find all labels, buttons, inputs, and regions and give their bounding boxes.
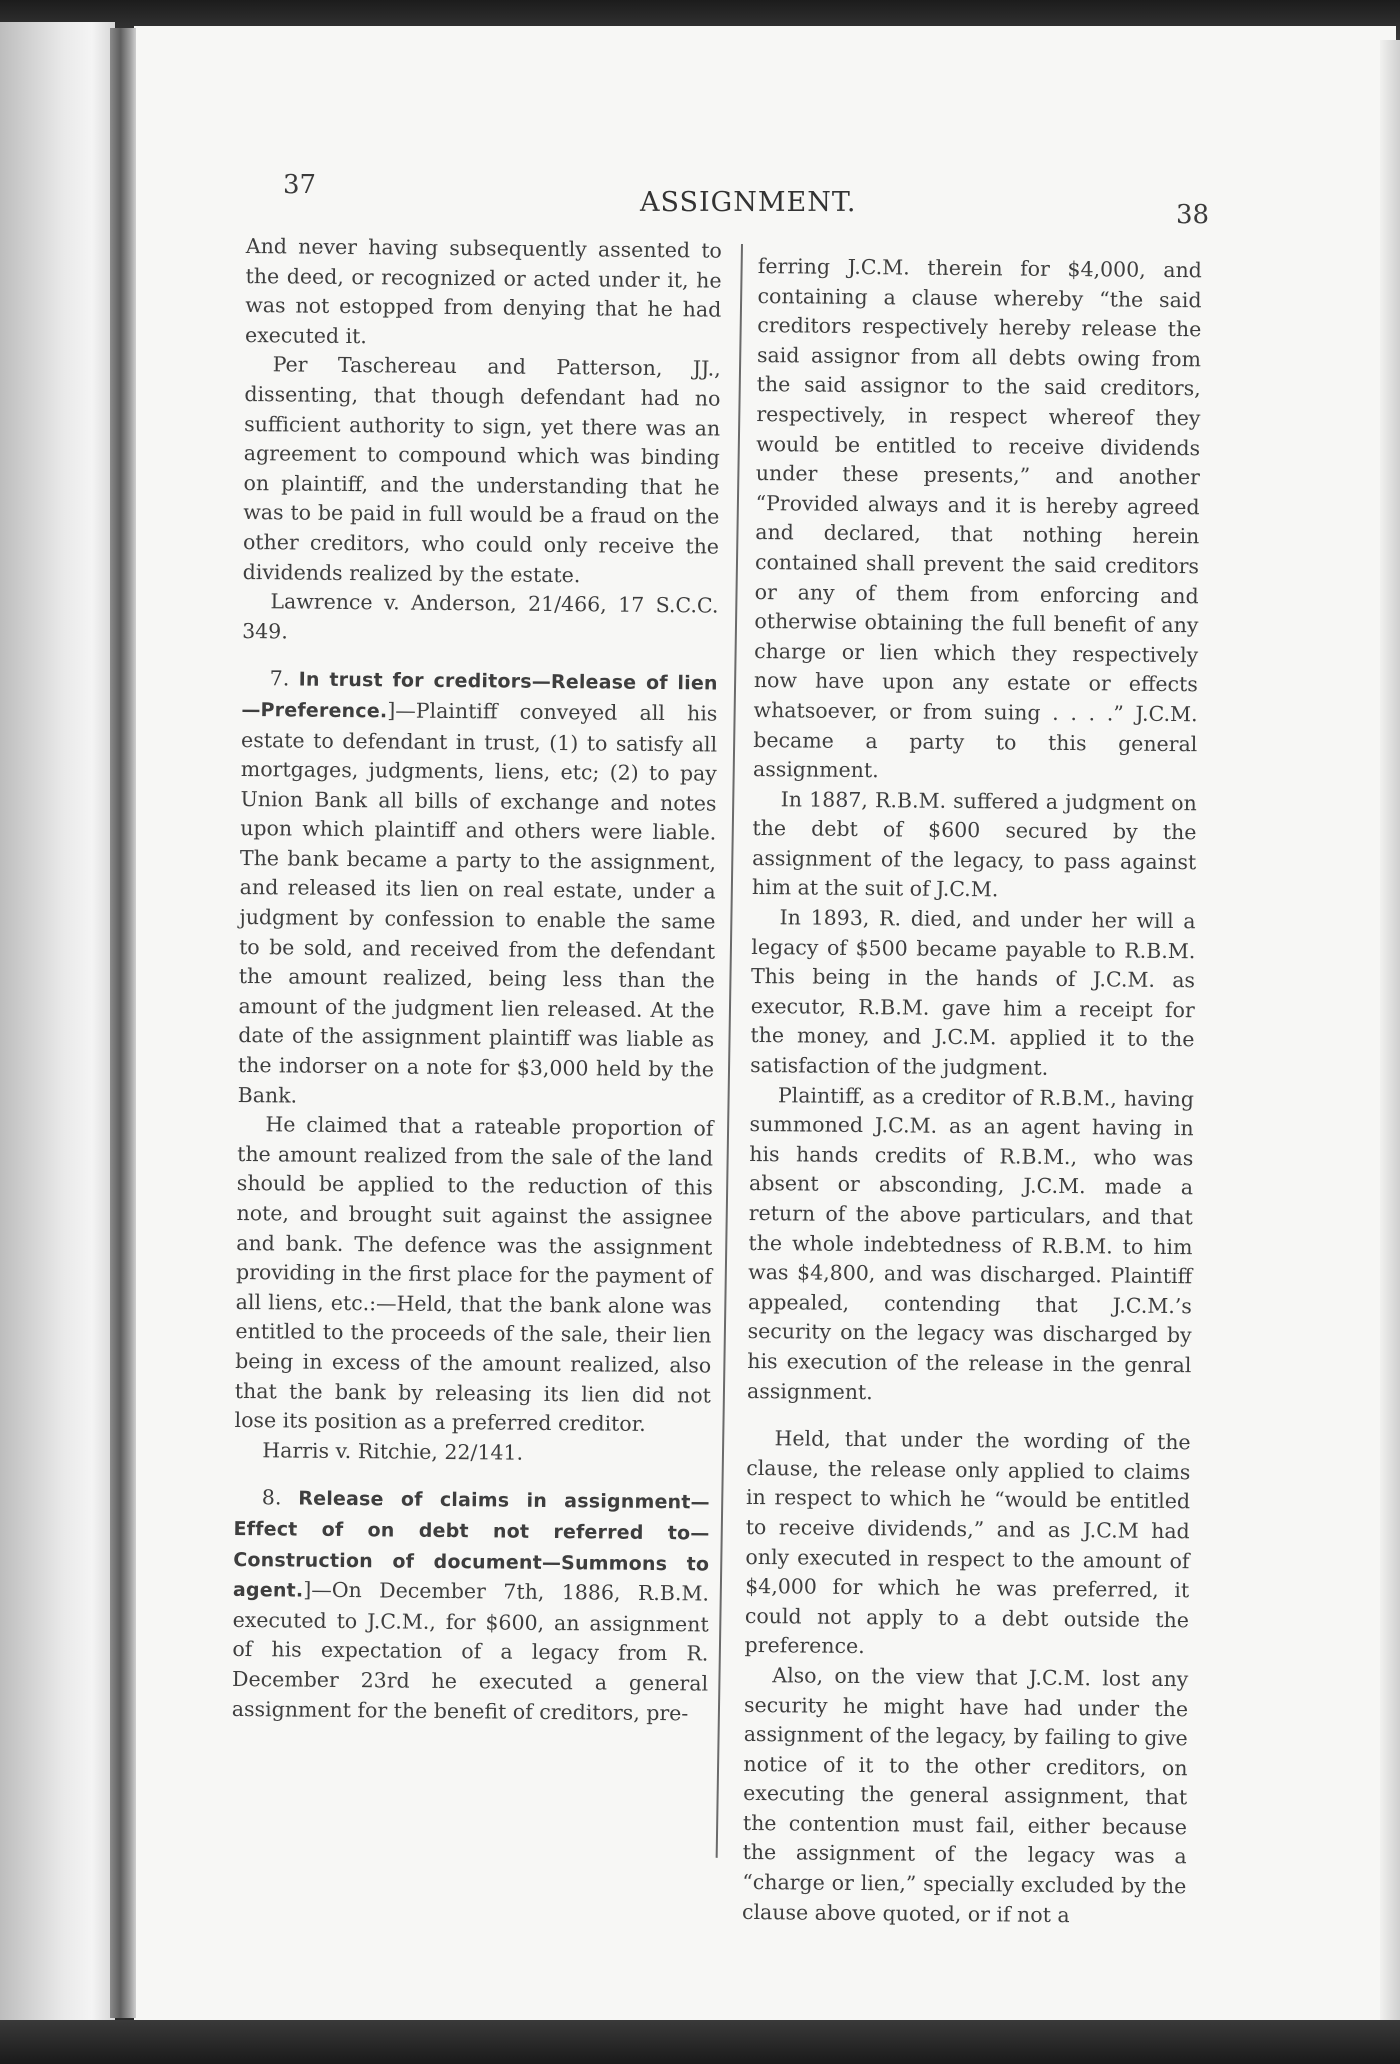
paragraph: In 1887, R.B.M. suffered a judgment on the debt of $600 secured by the assignment of the legacy, to pass against him at the suit of J.C.M. [751,786,1197,902]
section-body: ]—Plaintiff conveyed all his estate to defendant in trust, (1) to satisfy all mortgages, judgments, liens, etc; (2) to pay Union Bank all bills of exchange and notes upon which plaintiff and others were liable. The bank became a party to the assignment, and released its lien on real estate, under a judgment by confession to enable the same to be sold, and received from the defendant the amount realized, being less than the amount of the judgment lien released. At the date of the assignment plaintiff was liable as the indorser on a note for $3,000 held by the Bank. [237,698,718,1108]
paragraph: And never having subsequently assented to the deed, or recognized or acted under it, he was not estopped from denying that he had executed it. [244,233,722,348]
section-heading: In trust for creditors—Release of lien—Preference. [241,668,718,723]
section-7 [238,664,718,1114]
case-citation: Lawrence v. Anderson, 21/466, 17 S.C.C. 349. [242,589,719,644]
paragraph: Held, that under the wording of the clause, the release only applied to claims in respect to which he “would be entitled to receive dividends,” and as J.C.M had only executed in respect to the amount of $4,000 for which he was preferred, it could not apply to a debt outside the preference. [744,1426,1191,1659]
section-number: 8. [261,1485,282,1510]
case-citation: Harris v. Ritchie, 22/141. [262,1437,524,1465]
right-column [742,252,1202,1931]
page-number-right: 38 [1176,200,1210,230]
paragraph: In 1893, R. died, and under her will a legacy of $500 became payable to R.B.M. This being in the hands of J.C.M. as executor, R.B.M. gave him a receipt for the money, and J.C.M. applied it to the satisfaction of the judgment. [750,905,1196,1080]
section-heading: Release of claims in assignment—Effect of on debt not referred to—Construction of document—Summons to agent. [232,1487,710,1602]
section-number: 7. [269,666,290,691]
paragraph: Also, on the view that J.C.M. lost any security he might have had under the assignment of the legacy, by failing to give notice of it to the other creditors, on executing the general assignment, that the contention must fail, either because the assignment of the legacy was a “charge or lien,” specially excluded by the clause above quoted, or if not a [741,1663,1189,1927]
left-column [232,232,722,1729]
section-body: ]—On December 7th, 1886, R.B.M. executed to J.C.M., for $600, an assignment of his expectation of a legacy from R. December 23rd he executed a general assignment for the benefit of creditors, pre- [231,1577,710,1725]
page-number-left: 37 [283,170,317,200]
scan-bottom-border [0,2020,1400,2064]
right-page-edge [1380,40,1400,2020]
paragraph: Per Taschereau and Patterson, JJ., dissenting, that though defendant had no sufficient authority to sign, yet there was an agreement to compound which was binding on plaintiff, and the understanding that he was to be paid in full would be a fraud on the other creditors, who could only receive the dividends realized by the estate. [242,352,721,587]
paragraph: ferring J.C.M. therein for $4,000, and containing a clause whereby “the said creditors respectively hereby release the said assignor from all debts owing from the said assignor to the said creditors, respectively, in respect whereof they would be entitled to receive dividends under these presents,” and another “Provided always and it is hereby agreed and declared, that nothing herein contained shall prevent the said creditors or any of them from enforcing and otherwise obtaining the full benefit of any charge or lien which they respectively now have upon any estate or effects whatsoever, or from suing . . . .” J.C.M. became a party to this general assignment. [752,253,1202,783]
paragraph: Plaintiff, as a creditor of R.B.M., having summoned J.C.M. as an agent having in his hands credits of R.B.M., who was absent or absconding, J.C.M. made a return of the above particulars, and that the whole indebtedness of R.B.M. to him was $4,800, and was discharged. Plaintiff appealed, contending that J.C.M.’s security on the legacy was discharged by his execution of the release in the genral assignment. [746,1082,1195,1404]
left-page-edge [0,22,115,2030]
running-title: ASSIGNMENT. [640,187,857,218]
paragraph: He claimed that a rateable proportion of the amount realized from the sale of the land should be applied to the reduction of this note, and brought suit against the assignee and bank. The defence was the assignment providing in the first place for the payment of all liens, etc.:—Held, that the bank alone was entitled to the proceeds of the sale, their lien being in excess of the amount realized, also that the bank by releasing its lien did not lose its position as a preferred creditor. [234,1112,714,1437]
section-8 [232,1483,710,1728]
book-binding-shadow [110,28,136,2018]
